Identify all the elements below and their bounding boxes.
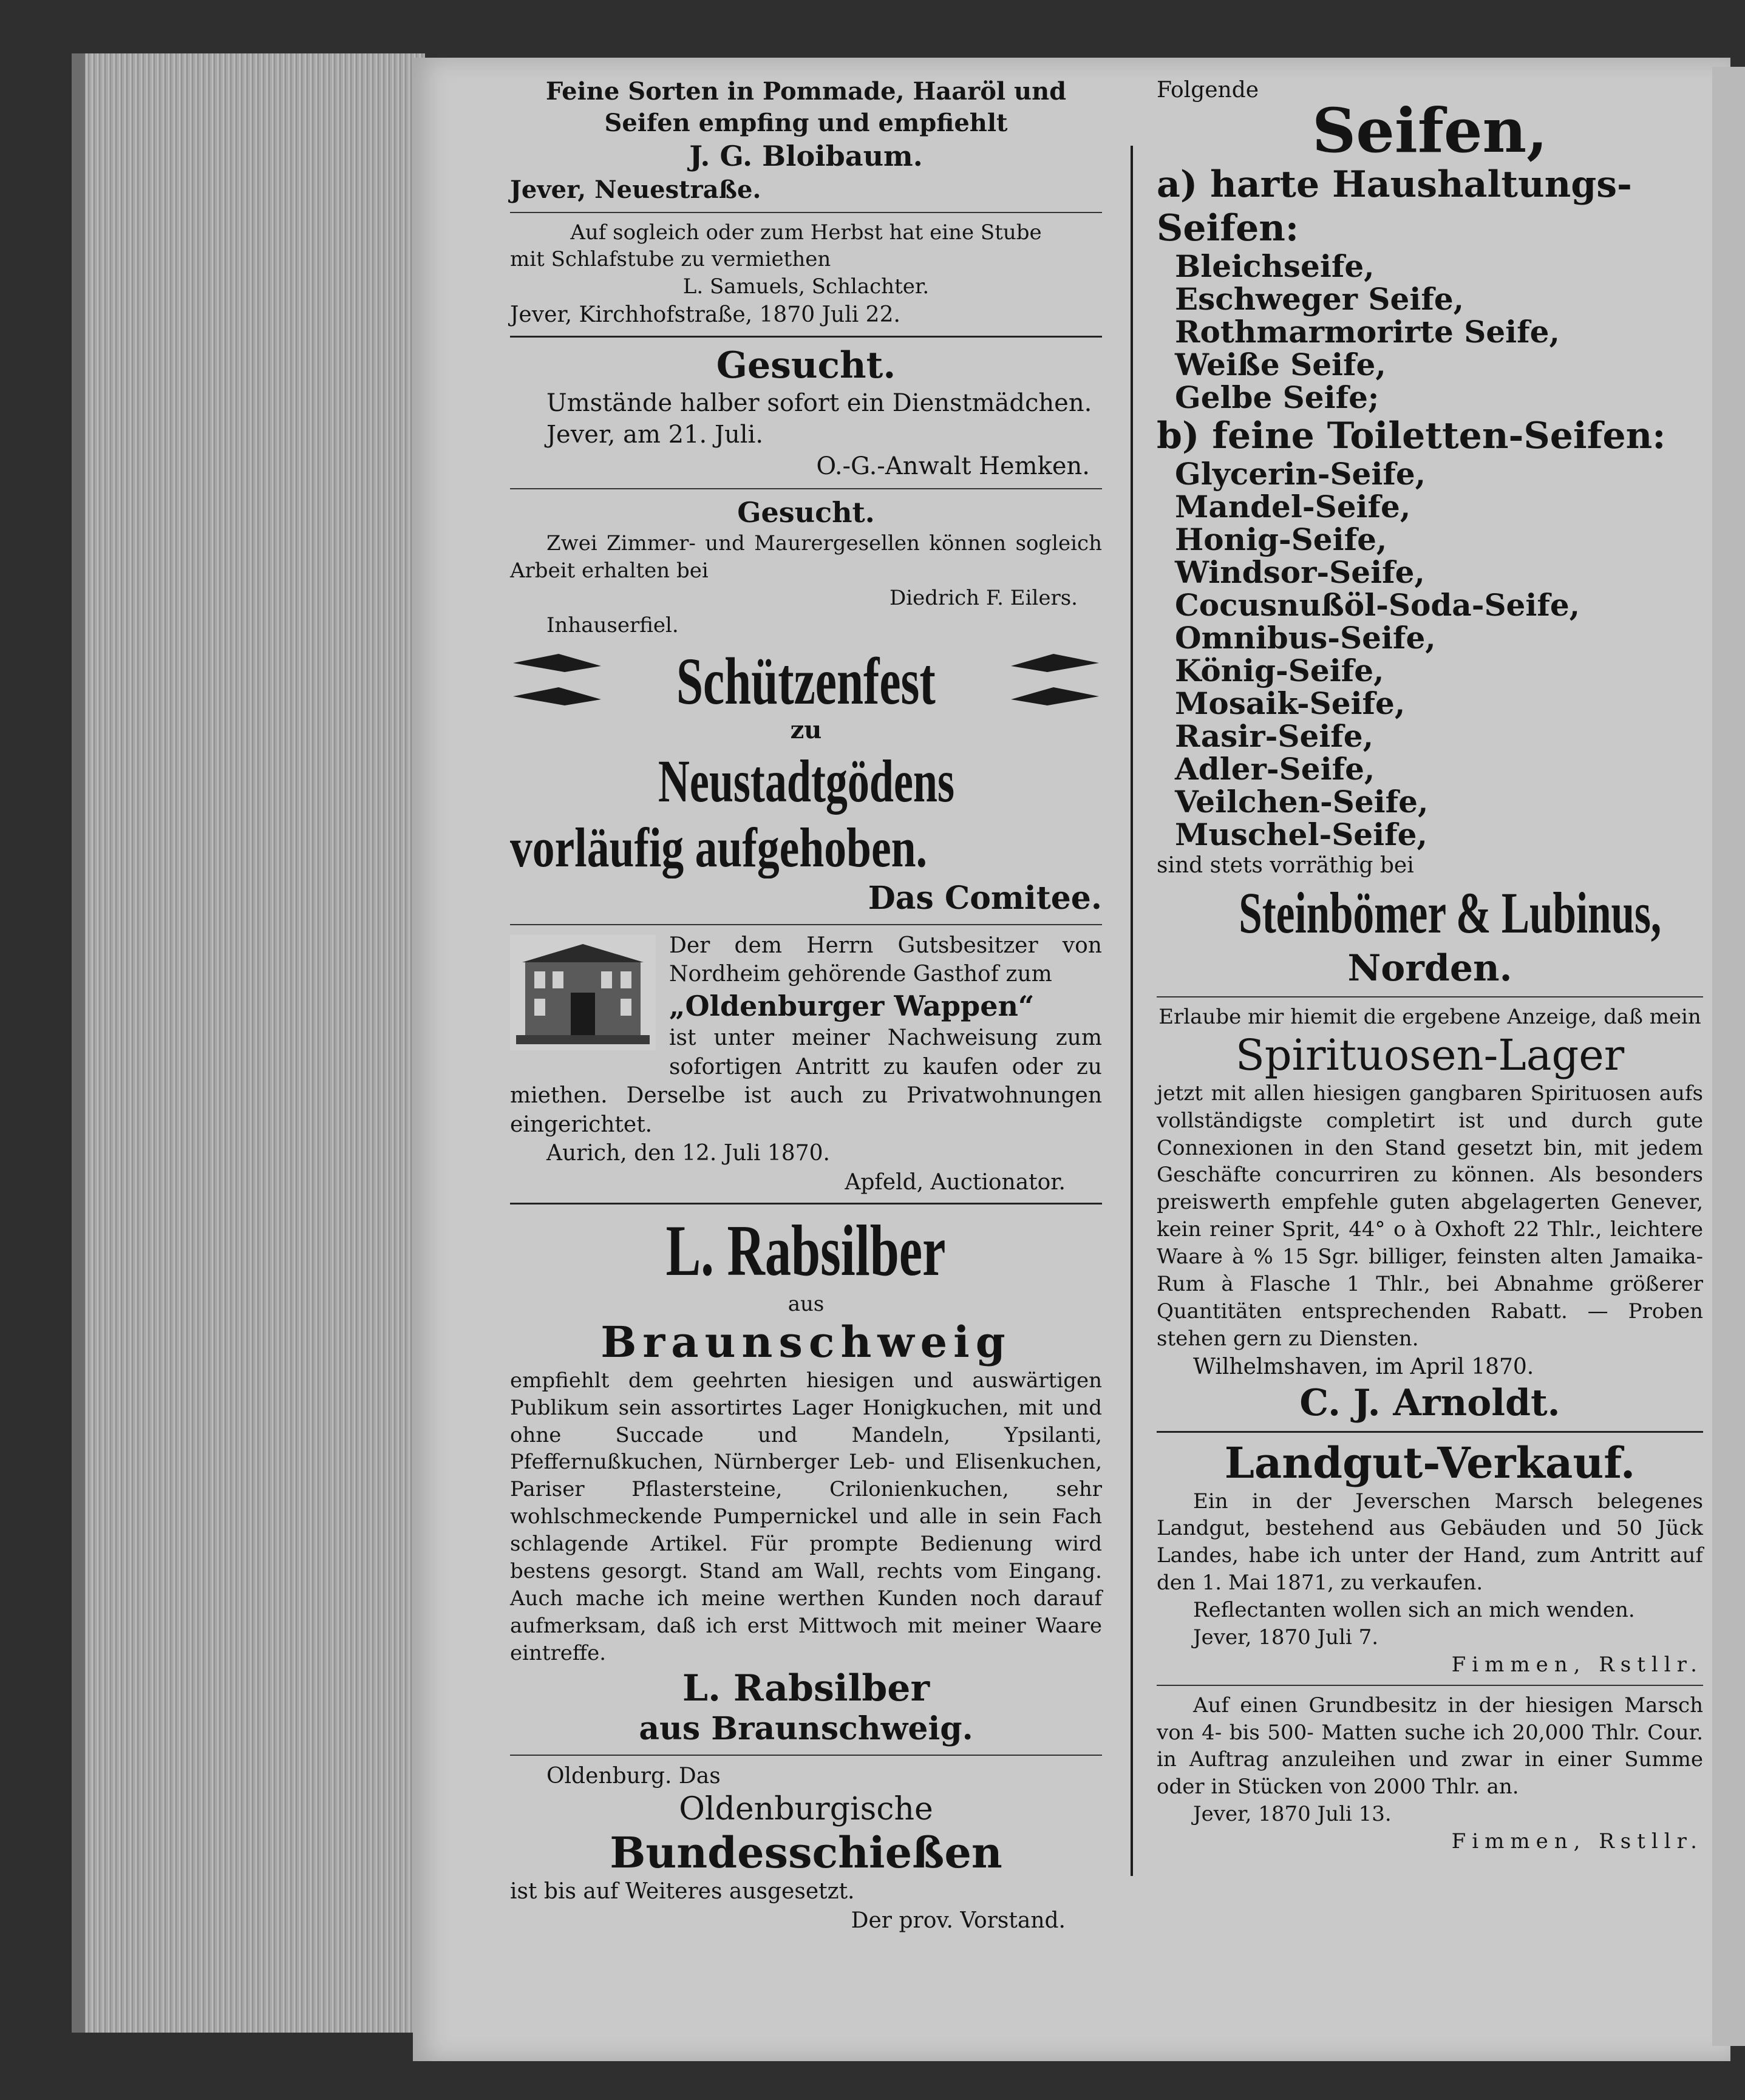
ad-pommade-line: Feine Sorten in Pommade, Haaröl und	[545, 77, 1067, 106]
ad-grundbesitz	[1157, 1692, 1703, 1855]
pointing-hand-icon	[1005, 648, 1102, 715]
ad-gesucht-name: Diedrich F. Eilers.	[889, 585, 1078, 610]
bundesschiessen-signed: Der prov. Vorstand.	[851, 1908, 1066, 1933]
rabsilber-aus: aus	[787, 1292, 825, 1317]
ad-gesucht-title: Gesucht.	[737, 495, 875, 529]
seifen-a-heading: a) harte Haushaltungs-Seifen:	[1157, 163, 1632, 250]
seifen-item: Adler-Seife,	[1175, 750, 1375, 787]
ad-rabsilber	[510, 1211, 1102, 1748]
divider	[1157, 1685, 1703, 1686]
seifen-city: Norden.	[1347, 947, 1512, 990]
ad-stube-place: Jever, Kirchhofstraße, 1870 Juli 22.	[510, 302, 900, 328]
divider	[510, 1203, 1102, 1205]
ad-gesucht-place: Inhauserfiel.	[546, 613, 679, 637]
rabsilber-sign-name: L. Rabsilber	[682, 1667, 930, 1710]
ad-spirituosen	[1157, 1004, 1703, 1425]
seifen-folgende: Folgende	[1157, 78, 1259, 103]
pointing-hand-icon	[510, 648, 607, 715]
seifen-item: Veilchen-Seife,	[1175, 783, 1429, 820]
landgut-line: Reflectanten wollen sich an mich wenden.	[1193, 1598, 1635, 1623]
seifen-item: Mosaik-Seife,	[1175, 685, 1406, 721]
seifen-firm: Steinbömer & Lubinus,	[1239, 880, 1662, 946]
spirituosen-body: jetzt mit allen hiesigen gangbaren Spirituosen aufs vollständigste completirt ist und durch gute Connexionen in den Stand gesetzt bin, mit jedem Geschäfte concurriren zu können. Als besonders preiswerth empfehle guten abgelagerten Genever, kein reiner Sprit, 44° o à Oxhoft 22 Thlr., leichtere Waare à % 15 Sgr. billiger, feinsten alten Jamaika-Rum à Flasche 1 Thlr., bei Abnahme größerer Quantitäten entsprechenden Rabatt. — Proben stehen gern zu Diensten.	[1157, 1081, 1703, 1351]
gasthof-text: Der dem Herrn Gutsbesitzer von Nordheim gehörende Gasthof zum	[669, 933, 1102, 987]
landgut-body: Ein in der Jeverschen Marsch belegenes Landgut, bestehend aus Gebäuden und 50 Jück Landes, habe ich unter der Hand, zum Antritt auf den 1. Mai 1871, zu verkaufen.	[1157, 1489, 1703, 1595]
divider	[510, 336, 1102, 338]
ad-pommade	[510, 76, 1102, 206]
ad-schuetzenfest	[510, 644, 1102, 918]
divider	[510, 212, 1102, 213]
gasthof-date: Aurich, den 12. Juli 1870.	[546, 1141, 830, 1166]
building-engraving-icon	[510, 935, 656, 1050]
ad-gesucht-name: O.-G.-Anwalt Hemken.	[816, 452, 1090, 480]
ad-stube-line: mit Schlafstube zu vermiethen	[510, 247, 831, 272]
ad-landgut	[1157, 1439, 1703, 1679]
divider	[1157, 996, 1703, 997]
ad-stube-line: Auf sogleich oder zum Herbst hat eine Stube	[570, 220, 1042, 245]
ad-bundesschiessen	[510, 1762, 1102, 1935]
rabsilber-title: L. Rabsilber	[666, 1210, 946, 1291]
seifen-item: Muschel-Seife,	[1175, 816, 1427, 852]
ad-gesucht-gesellen	[510, 495, 1102, 639]
ad-pommade-place: Jever, Neuestraße.	[510, 175, 761, 204]
landgut-title: Landgut-Verkauf.	[1224, 1438, 1636, 1489]
bundesschiessen-line1: Oldenburgische	[679, 1791, 933, 1828]
ad-gesucht-dienstmaedchen	[510, 344, 1102, 482]
ad-pommade-name: J. G. Bloibaum.	[689, 140, 923, 172]
seifen-item: Cocusnußöl-Soda-Seife,	[1175, 586, 1580, 623]
ad-gesucht-place: Jever, am 21. Juli.	[546, 420, 764, 449]
seifen-item: König-Seife,	[1175, 652, 1384, 688]
gasthof-text: ist unter meiner Nachweisung zum sofortigen Antritt zu kaufen oder zu miethen. Derselbe ist auch zu Privatwohnungen eingerichtet.	[510, 1025, 1102, 1137]
divider	[510, 1755, 1102, 1756]
grundbesitz-signed: Fimmen, Rstllr.	[1451, 1829, 1703, 1854]
seifen-b-heading: b) feine Toiletten-Seifen:	[1157, 414, 1666, 457]
ad-gesucht-text: Zwei Zimmer- und Maurergesellen können sogleich Arbeit erhalten bei	[510, 531, 1102, 583]
column-divider	[1131, 146, 1133, 1876]
schuetzenfest-title: Schützenfest	[676, 644, 936, 718]
seifen-item: Glycerin-Seife,	[1175, 455, 1426, 492]
seifen-item: Weiße Seife,	[1175, 346, 1386, 382]
schuetzenfest-place: Neustadtgödens	[658, 747, 954, 815]
left-column	[510, 76, 1102, 1935]
seifen-item: Honig-Seife,	[1175, 521, 1387, 557]
grundbesitz-date: Jever, 1870 Juli 13.	[1193, 1802, 1392, 1827]
ad-stube	[510, 219, 1102, 330]
gasthof-name: „Oldenburger Wappen“	[669, 989, 1035, 1022]
rabsilber-city: Braunschweig	[600, 1317, 1012, 1368]
bundesschiessen-title: Bundesschießen	[610, 1827, 1002, 1878]
schuetzenfest-status: vorläufig aufgehoben.	[510, 816, 927, 878]
divider	[510, 488, 1102, 489]
schuetzenfest-zu: zu	[790, 715, 822, 744]
seifen-item: Omnibus-Seife,	[1175, 619, 1436, 656]
ad-gesucht-text: Umstände halber sofort ein Dienstmädchen.	[546, 389, 1092, 417]
schuetzenfest-signed: Das Comitee.	[868, 880, 1102, 917]
book-page-edges	[72, 53, 425, 2033]
seifen-item: Gelbe Seife;	[1175, 379, 1379, 415]
ad-stube-name: L. Samuels, Schlachter.	[682, 274, 930, 299]
grundbesitz-body: Auf einen Grundbesitz in der hiesigen Marsch von 4- bis 500- Matten suche ich 20,000 Thlr. Cour. in Auftrag anzuleihen und zwar in einer Summe oder in Stücken von 2000 Thlr. an.	[1157, 1693, 1703, 1799]
seifen-closing: sind stets vorräthig bei	[1157, 852, 1414, 878]
divider	[510, 924, 1102, 925]
seifen-item: Windsor-Seife,	[1175, 554, 1425, 590]
ad-gesucht-title: Gesucht.	[716, 344, 896, 387]
seifen-item: Eschweger Seife,	[1175, 280, 1464, 317]
spirituosen-date: Wilhelmshaven, im April 1870.	[1193, 1354, 1534, 1379]
divider	[1157, 1431, 1703, 1433]
landgut-signed: Fimmen, Rstllr.	[1451, 1652, 1703, 1677]
right-column	[1157, 76, 1703, 1855]
rabsilber-body: empfiehlt dem geehrten hiesigen und auswärtigen Publikum sein assortirtes Lager Honigkuchen, mit und ohne Succade und Mandeln, Ypsilanti, Pfeffernußkuchen, Nürnberger Leb- und Elisenkuchen, Pariser Pflastersteine, Crilonienkuchen, sehr wohlschmeckende Pumpernickel und alle in sein Fach schlagende Artikel. Für prompte Bedienung wird bestens gesorgt. Stand am Wall, rechts vom Eingang. Auch mache ich meine werthen Kunden noch darauf aufmerksam, daß ich erst Mittwoch mit meiner Waare eintreffe.	[510, 1368, 1102, 1665]
seifen-item: Rothmarmorirte Seife,	[1175, 313, 1560, 350]
seifen-item: Bleichseife,	[1175, 248, 1375, 284]
gasthof-signed: Apfeld, Auctionator.	[845, 1169, 1066, 1195]
bundesschiessen-text: ist bis auf Weiteres ausgesetzt.	[510, 1879, 855, 1905]
ad-gasthof	[510, 931, 1102, 1197]
seifen-item: Mandel-Seife,	[1175, 488, 1411, 525]
ad-pommade-line: Seifen empfing und empfiehlt	[604, 109, 1008, 137]
seifen-title: Seifen,	[1312, 94, 1548, 166]
spirituosen-name: C. J. Arnoldt.	[1299, 1382, 1560, 1425]
next-page-edge	[1712, 67, 1745, 2046]
rabsilber-sign-city: aus Braunschweig.	[639, 1710, 973, 1748]
spirituosen-intro: Erlaube mir hiemit die ergebene Anzeige, daß mein	[1158, 1005, 1701, 1030]
bundesschiessen-intro: Oldenburg. Das	[546, 1763, 721, 1789]
landgut-date: Jever, 1870 Juli 7.	[1193, 1625, 1379, 1650]
spirituosen-title: Spirituosen-Lager	[1235, 1030, 1625, 1081]
ad-seifen	[1157, 76, 1703, 990]
seifen-item: Rasir-Seife,	[1175, 718, 1373, 754]
